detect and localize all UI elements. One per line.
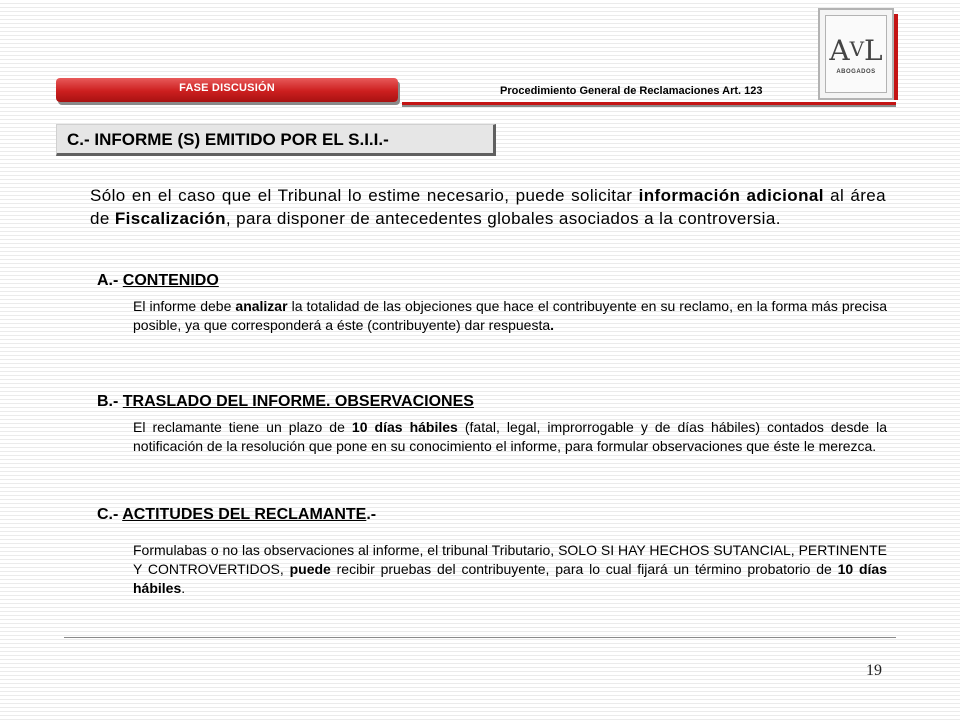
page-number: 19 [866, 662, 882, 679]
para-emphasis: puede [289, 561, 331, 577]
heading-prefix: B.- [97, 393, 123, 410]
paragraph-contenido [133, 297, 887, 335]
para-emphasis: analizar [235, 298, 288, 314]
intro-paragraph [90, 184, 886, 230]
para-text: . [181, 580, 186, 596]
para-text: la totalidad de las objeciones que hace el contribuyente en su reclamo, en la forma más precisa posible, ya que corresponderá a éste (contribuyente) dar respuesta [133, 298, 887, 333]
procedure-title: Procedimiento General de Reclamaciones Art. 123 [500, 85, 763, 97]
phase-tag: FASE DISCUSIÓN [56, 78, 398, 102]
logo-inner [825, 15, 887, 93]
heading-prefix: C.- [97, 506, 123, 523]
heading-title: TRASLADO DEL INFORME. OBSERVACIONES [122, 393, 474, 410]
intro-text: , para disponer de antecedentes globales asociados a la controversia. [225, 209, 781, 228]
logo-letter-a: A [829, 33, 850, 67]
header-rule [402, 102, 896, 105]
section-title: C.- INFORME (S) EMITIDO POR EL S.I.I.- [56, 124, 496, 156]
para-text: recibir pruebas del contribuyente, para lo cual fijará un término probatorio de [330, 561, 838, 577]
heading-title: CONTENIDO [122, 272, 219, 289]
intro-text: Sólo en el caso que el Tribunal lo estime necesario, puede solicitar [90, 186, 639, 205]
logo-letter-v: V [849, 36, 865, 61]
intro-text: al área de [90, 186, 887, 228]
logo-subtitle: ABOGADOS [836, 68, 876, 75]
para-emphasis: 10 días hábiles [133, 561, 887, 596]
paragraph-actitudes [133, 541, 887, 598]
heading-contenido [97, 272, 219, 290]
paragraph-traslado [133, 418, 887, 456]
logo [818, 8, 894, 100]
logo-accent-bar [894, 14, 898, 100]
intro-emphasis: Fiscalización [114, 209, 226, 228]
para-text: Formulabas o no las observaciones al informe, el tribunal Tributario, SOLO SI HAY HECHOS SUTANCIAL, PERTINENTE Y CONTROVERTIDOS, [133, 542, 887, 577]
heading-title: ACTITUDES DEL RECLAMANTE [122, 506, 367, 523]
logo-mark [829, 34, 882, 66]
para-emphasis: 10 días hábiles [351, 419, 458, 435]
heading-actitudes [97, 506, 376, 524]
para-emphasis: . [550, 317, 555, 333]
para-text: El informe debe [133, 298, 236, 314]
logo-letter-l: L [864, 33, 883, 67]
heading-traslado [97, 393, 474, 411]
intro-emphasis: información adicional [638, 186, 824, 205]
footer-rule [64, 637, 896, 638]
para-text: (fatal, legal, improrrogable y de días hábiles) contados desde la notificación de la resolución que pone en su conocimiento el informe, para formular observaciones que éste le merezca. [133, 419, 887, 454]
heading-prefix: A.- [97, 272, 123, 289]
heading-suffix: .- [366, 506, 377, 523]
para-text: El reclamante tiene un plazo de [133, 419, 352, 435]
